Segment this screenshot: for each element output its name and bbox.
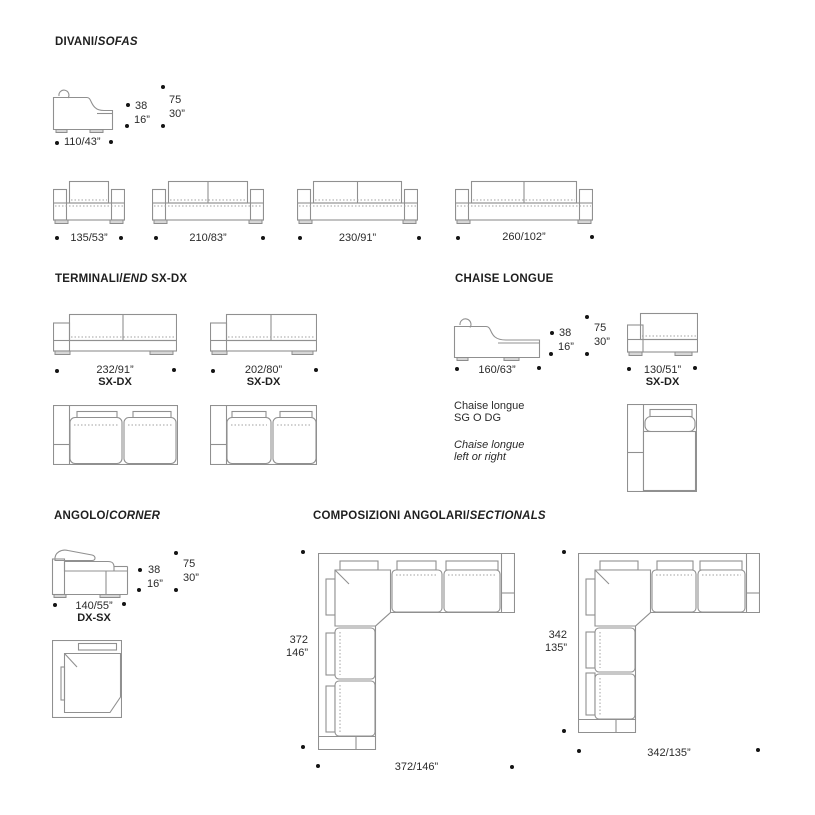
dim-dot — [585, 352, 589, 356]
dim-dot — [53, 603, 57, 607]
dim-dot — [161, 124, 165, 128]
dim-dot — [510, 765, 514, 769]
sofa-front-view-210 — [152, 180, 264, 225]
dim-dot — [537, 366, 541, 370]
section-title-terminali — [55, 273, 187, 285]
dim-dot — [590, 235, 594, 239]
dim-dot — [122, 602, 126, 606]
seat-height-inch: 16” — [558, 341, 574, 353]
section-title-chaise — [455, 273, 553, 285]
end-width-label: 202/80” — [244, 364, 283, 376]
chaise-note-italian — [454, 400, 524, 424]
corner-width-label: 140/55” — [75, 600, 113, 612]
chaise-width-label: 130/51” — [643, 364, 682, 376]
section-title-angolo — [54, 510, 160, 522]
dim-dot — [172, 368, 176, 372]
side-inch: 135” — [544, 641, 567, 654]
dim-dot — [137, 588, 141, 592]
depth-label: 110/43” — [64, 136, 101, 148]
sofa-width-label: 135/53” — [70, 232, 108, 244]
dim-dot — [562, 550, 566, 554]
total-height-inch: 30” — [183, 572, 199, 584]
sofa-width-label: 260/102” — [502, 231, 546, 243]
dim-dot — [417, 236, 421, 240]
title-italic: SOFAS — [97, 36, 138, 48]
seat-height-cm: 38 — [559, 327, 572, 339]
sofa-front-view-135 — [53, 180, 125, 225]
seat-height-inch: 16” — [147, 578, 163, 590]
end-variant-label: SX-DX — [98, 376, 132, 388]
chaise-depth-label: 160/63” — [478, 364, 516, 376]
chaise-side-view-drawing — [452, 314, 542, 361]
dim-dot — [161, 85, 165, 89]
side-cm: 342 — [548, 629, 567, 641]
note-line: left or right — [454, 451, 506, 463]
total-height-cm: 75 — [183, 558, 196, 570]
dim-dot — [562, 729, 566, 733]
dim-dot — [301, 745, 305, 749]
total-height-cm: 75 — [594, 322, 607, 334]
end-sofa-front-view-202 — [210, 313, 317, 355]
title-italic: SECTIONALS — [469, 510, 546, 522]
side-inch: 146” — [285, 646, 308, 659]
total-height-inch: 30” — [169, 108, 185, 120]
dim-dot — [109, 140, 113, 144]
dim-dot — [301, 550, 305, 554]
dim-dot — [693, 366, 697, 370]
end-sofa-top-view-202 — [210, 405, 317, 465]
corner-variant-label: DX-SX — [77, 612, 111, 624]
sofa-front-view-260 — [455, 180, 593, 225]
sofa-front-view-230 — [297, 180, 418, 225]
section-title-sectionals — [313, 510, 546, 522]
title-italic: END — [122, 273, 148, 285]
dim-dot — [138, 568, 142, 572]
seat-height-cm: 38 — [148, 564, 161, 576]
dim-dot — [125, 124, 129, 128]
total-height-inch: 30” — [594, 336, 610, 348]
title-main: CHAISE LONGUE — [455, 273, 554, 285]
corner-side-view-drawing — [50, 545, 130, 600]
end-variant-label: SX-DX — [246, 376, 281, 388]
end-width-label: 232/91” — [96, 364, 134, 376]
sectional-side-dims — [540, 629, 567, 654]
dim-dot — [756, 748, 760, 752]
end-sofa-front-view-232 — [53, 313, 177, 355]
dim-dot — [55, 141, 59, 145]
sofa-side-view-drawing — [51, 84, 115, 133]
title-main: TERMINALI/ — [55, 273, 123, 285]
chaise-note-english — [454, 439, 524, 463]
title-main: COMPOSIZIONI ANGOLARI/ — [313, 510, 470, 522]
dim-dot — [585, 315, 589, 319]
dim-dot — [550, 331, 554, 335]
chaise-front-view-drawing — [627, 312, 698, 358]
seat-height-cm: 38 — [135, 100, 148, 112]
sectional-side-dims — [280, 634, 308, 659]
sectional-plan-342 — [578, 553, 760, 733]
dim-dot — [174, 588, 178, 592]
sectional-bottom-label: 372/146” — [394, 761, 439, 773]
note-line: SG O DG — [454, 412, 502, 424]
sectional-plan-372 — [318, 553, 515, 750]
dim-dot — [261, 236, 265, 240]
sofa-width-label: 210/83” — [189, 232, 227, 244]
title-main: DIVANI/ — [55, 36, 98, 48]
seat-height-inch: 16” — [134, 114, 150, 126]
note-line: Chaise longue — [454, 439, 525, 451]
sofa-width-label: 230/91” — [338, 232, 377, 244]
total-height-cm: 75 — [169, 94, 182, 106]
dim-dot — [126, 103, 130, 107]
title-italic: CORNER — [109, 510, 161, 522]
title-main: ANGOLO/ — [54, 510, 110, 522]
dim-dot — [119, 236, 123, 240]
note-line: Chaise longue — [454, 400, 525, 412]
section-title-divani — [55, 36, 138, 48]
end-sofa-top-view-232 — [53, 405, 178, 465]
side-cm: 372 — [289, 634, 308, 646]
corner-top-view-drawing — [52, 640, 122, 718]
chaise-top-view-drawing — [627, 404, 697, 492]
title-suffix: SX-DX — [147, 273, 188, 285]
dim-dot — [549, 352, 553, 356]
chaise-variant-label: SX-DX — [645, 376, 680, 388]
sectional-bottom-label: 342/135” — [647, 747, 691, 759]
dim-dot — [174, 551, 178, 555]
dim-dot — [314, 368, 318, 372]
